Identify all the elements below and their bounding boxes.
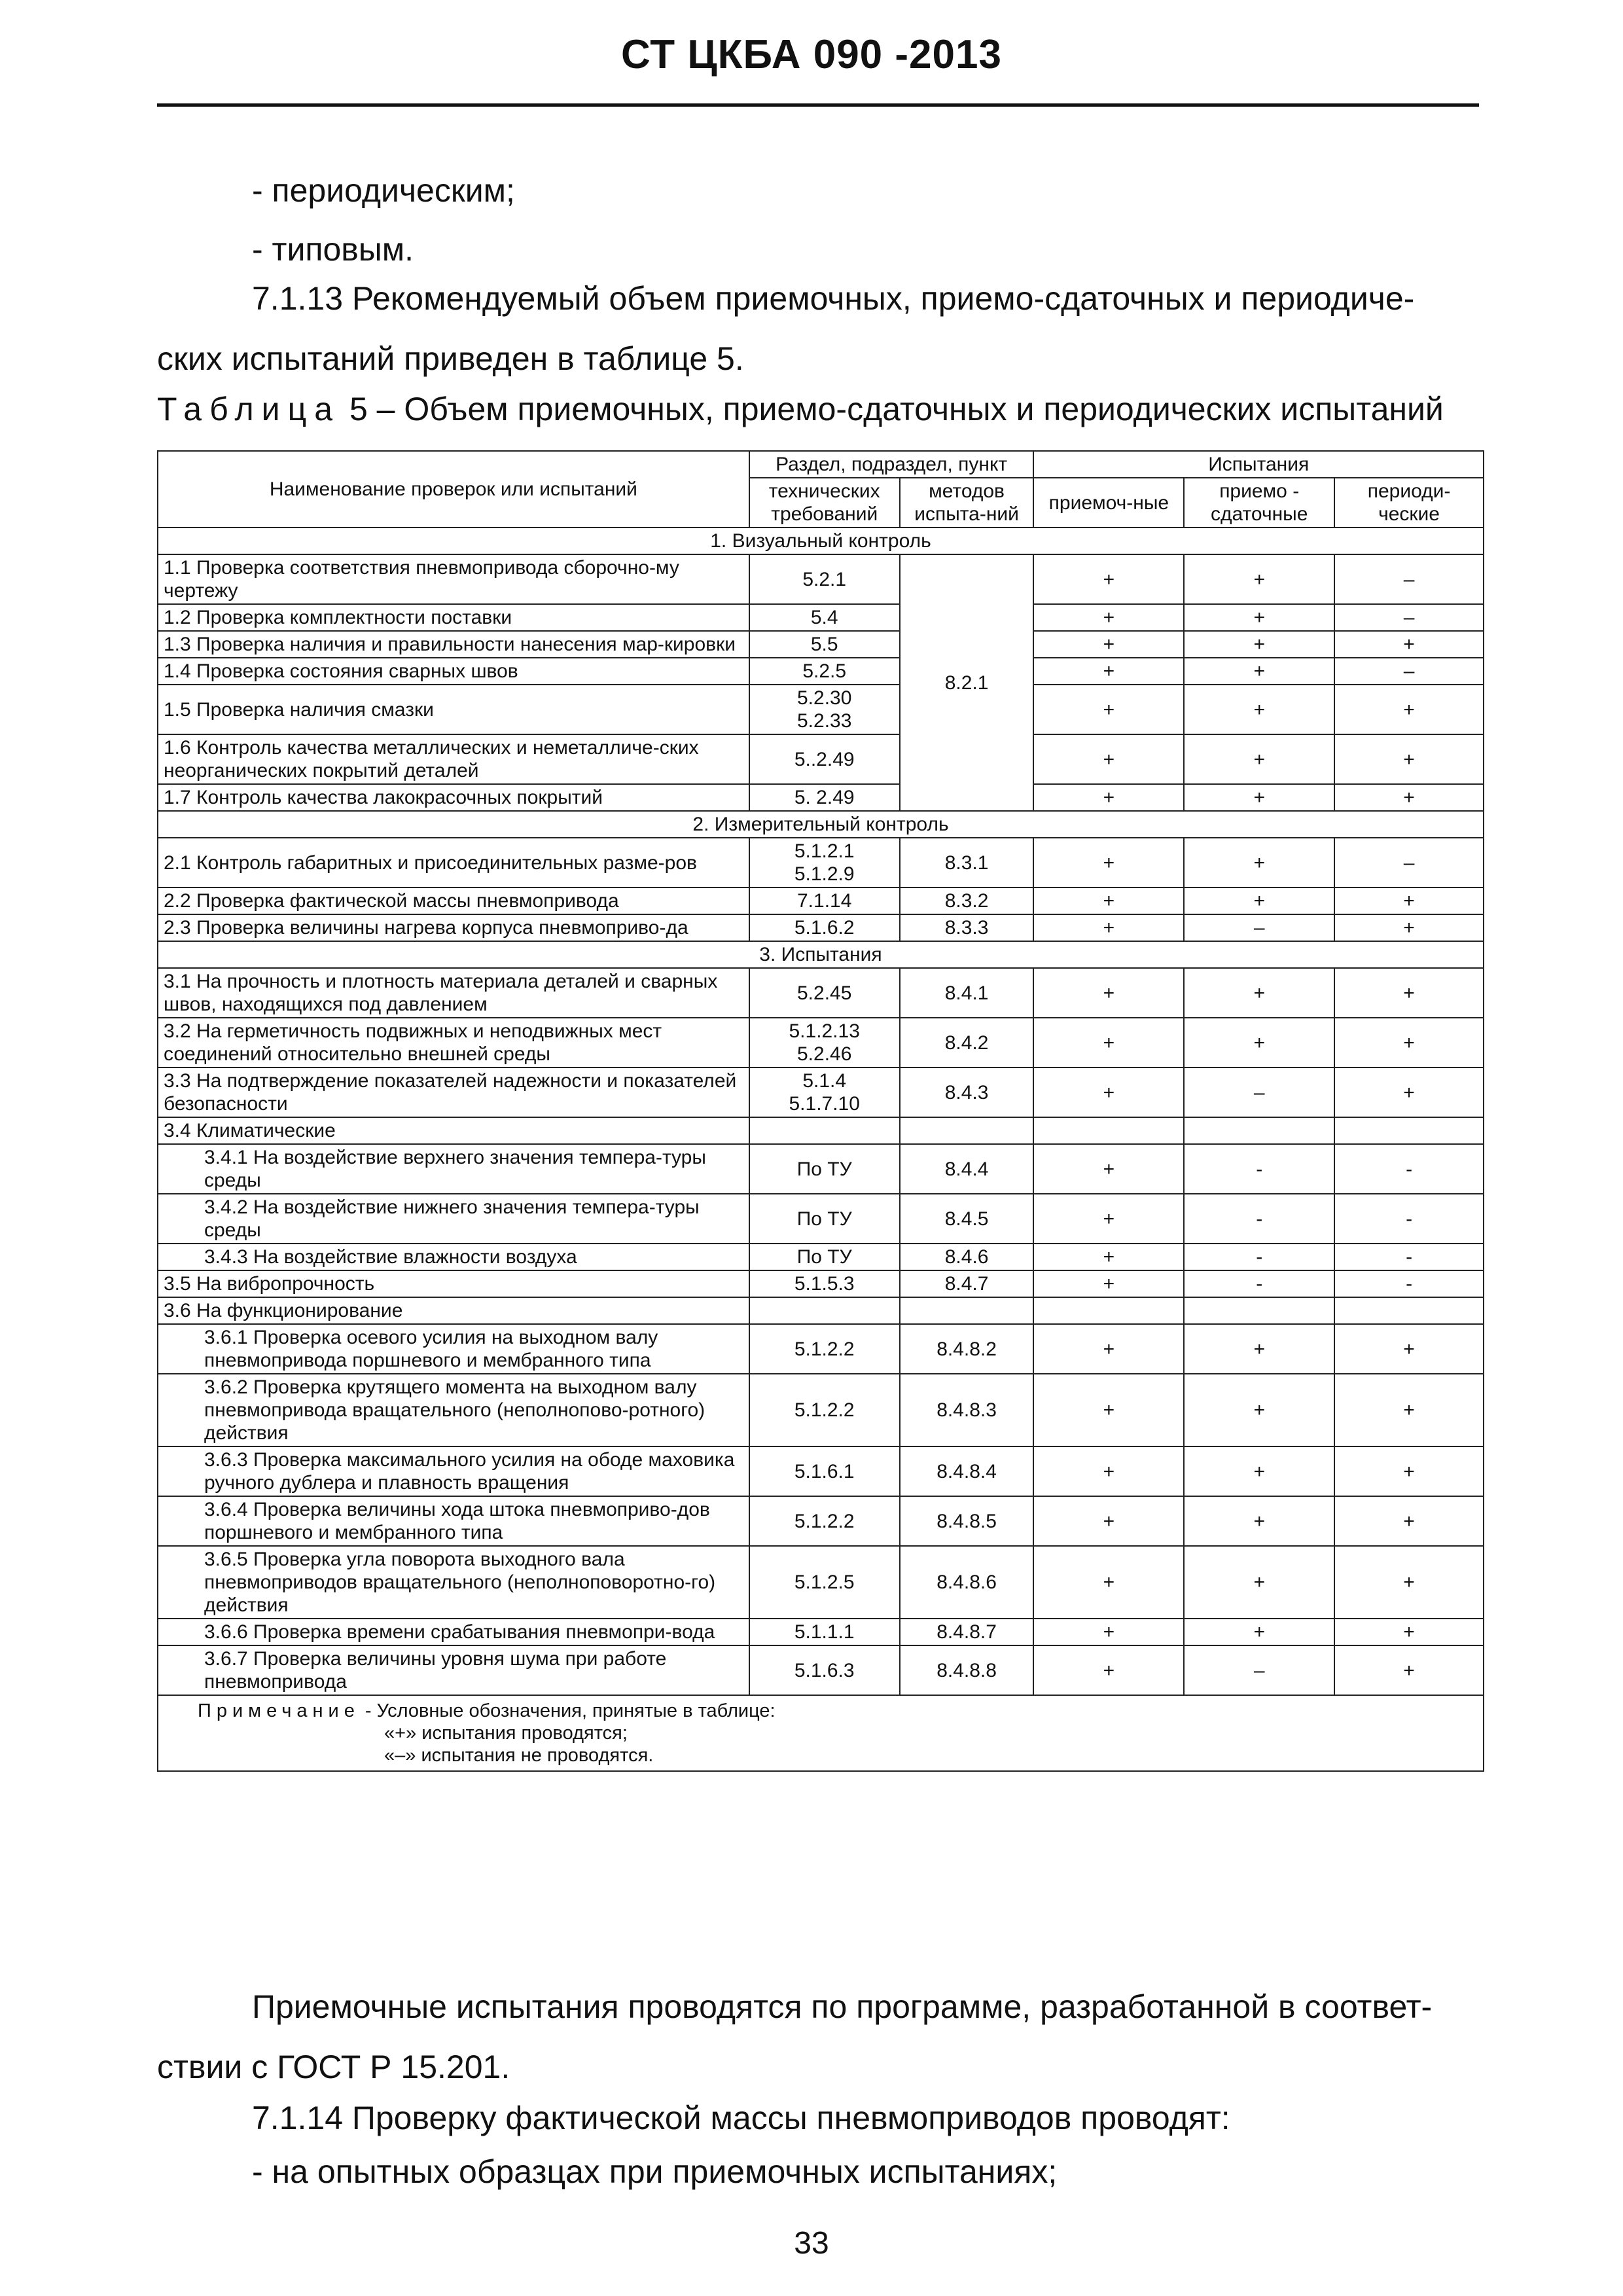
- header-divider: [157, 103, 1479, 107]
- row-tech: 5.1.2.2: [749, 1374, 900, 1446]
- row-periodic: +: [1334, 1374, 1484, 1446]
- header-periodic: периоди-ческие: [1334, 478, 1484, 528]
- row-periodic: +: [1334, 1496, 1484, 1546]
- row-tech: 5.1.6.1: [749, 1446, 900, 1496]
- row-delivery: +: [1184, 631, 1334, 658]
- section-heading: 1. Визуальный контроль: [158, 528, 1484, 554]
- row-tech: По ТУ: [749, 1244, 900, 1270]
- row-method: 8.4.8.8: [900, 1645, 1034, 1695]
- row-name: 2.1 Контроль габаритных и присоединительных разме-ров: [158, 838, 749, 888]
- row-name: 3.4.2 На воздействие нижнего значения темпера-туры среды: [158, 1194, 749, 1244]
- table-caption: [157, 383, 1444, 435]
- row-acceptance: +: [1033, 658, 1184, 685]
- row-delivery: +: [1184, 554, 1334, 604]
- row-periodic: –: [1334, 838, 1484, 888]
- row-name: 3.4.3 На воздействие влажности воздуха: [158, 1244, 749, 1270]
- row-delivery: +: [1184, 1018, 1334, 1067]
- row-tech: [749, 1117, 900, 1144]
- row-delivery: +: [1184, 734, 1334, 784]
- paragraph-line: ских испытаний приведен в таблице 5.: [157, 340, 744, 377]
- row-delivery: +: [1184, 1324, 1334, 1374]
- row-delivery: +: [1184, 658, 1334, 685]
- row-method: 8.4.6: [900, 1244, 1034, 1270]
- table-row: [158, 1194, 1484, 1244]
- row-periodic: +: [1334, 1324, 1484, 1374]
- row-periodic: +: [1334, 1446, 1484, 1496]
- row-acceptance: +: [1033, 888, 1184, 914]
- row-acceptance: +: [1033, 631, 1184, 658]
- row-delivery: +: [1184, 1374, 1334, 1446]
- table-row: [158, 1117, 1484, 1144]
- row-method: 8.4.4: [900, 1144, 1034, 1194]
- table-row: [158, 1144, 1484, 1194]
- row-periodic: +: [1334, 1645, 1484, 1695]
- row-name: 1.7 Контроль качества лакокрасочных покрытий: [158, 784, 749, 811]
- table-row: [158, 784, 1484, 811]
- row-periodic: +: [1334, 914, 1484, 941]
- row-tech: По ТУ: [749, 1144, 900, 1194]
- row-name: 3.4 Климатические: [158, 1117, 749, 1144]
- row-acceptance: +: [1033, 1446, 1184, 1496]
- row-delivery: -: [1184, 1194, 1334, 1244]
- note-text: - Условные обозначения, принятые в таблице:: [359, 1700, 776, 1721]
- row-name: 3.4.1 На воздействие верхнего значения темпера-туры среды: [158, 1144, 749, 1194]
- row-delivery: +: [1184, 1619, 1334, 1645]
- row-periodic: +: [1334, 1546, 1484, 1619]
- row-acceptance: +: [1033, 1270, 1184, 1297]
- row-periodic: +: [1334, 888, 1484, 914]
- row-tech: 5.1.6.3: [749, 1645, 900, 1695]
- row-tech: 5.5: [749, 631, 900, 658]
- row-tech: 5.1.1.1: [749, 1619, 900, 1645]
- row-periodic: -: [1334, 1244, 1484, 1270]
- row-acceptance: +: [1033, 968, 1184, 1018]
- table-row: [158, 631, 1484, 658]
- row-tech: 5.1.2.2: [749, 1324, 900, 1374]
- row-method: 8.4.7: [900, 1270, 1034, 1297]
- row-name: 3.2 На герметичность подвижных и неподвижных мест соединений относительно внешней среды: [158, 1018, 749, 1067]
- note-line: «+» испытания проводятся;: [384, 1723, 628, 1744]
- row-method: 8.4.8.5: [900, 1496, 1034, 1546]
- row-periodic: +: [1334, 968, 1484, 1018]
- row-name: 2.3 Проверка величины нагрева корпуса пневмоприво-да: [158, 914, 749, 941]
- row-tech: 5.1.5.3: [749, 1270, 900, 1297]
- row-tech: 5.4: [749, 604, 900, 631]
- row-acceptance: +: [1033, 685, 1184, 734]
- row-periodic: +: [1334, 685, 1484, 734]
- row-method: [900, 1117, 1034, 1144]
- table-row: [158, 1446, 1484, 1496]
- header-section: Раздел, подраздел, пункт: [749, 451, 1034, 478]
- table-note: [158, 1695, 1484, 1771]
- row-periodic: +: [1334, 631, 1484, 658]
- row-delivery: +: [1184, 1496, 1334, 1546]
- row-method: 8.3.3: [900, 914, 1034, 941]
- table-row: [158, 554, 1484, 604]
- row-name: 2.2 Проверка фактической массы пневмопривода: [158, 888, 749, 914]
- row-delivery: [1184, 1117, 1334, 1144]
- row-acceptance: [1033, 1297, 1184, 1324]
- row-delivery: –: [1184, 1067, 1334, 1117]
- row-acceptance: +: [1033, 1194, 1184, 1244]
- row-acceptance: +: [1033, 784, 1184, 811]
- row-delivery: +: [1184, 1446, 1334, 1496]
- row-acceptance: +: [1033, 914, 1184, 941]
- row-delivery: +: [1184, 604, 1334, 631]
- header-tests: Испытания: [1033, 451, 1484, 478]
- table-row: [158, 968, 1484, 1018]
- row-periodic: +: [1334, 784, 1484, 811]
- row-method: 8.4.8.7: [900, 1619, 1034, 1645]
- list-item-periodic: - периодическим;: [252, 172, 515, 209]
- row-tech: По ТУ: [749, 1194, 900, 1244]
- row-tech: 5.1.4 5.1.7.10: [749, 1067, 900, 1117]
- row-tech: [749, 1297, 900, 1324]
- paragraph-line: 7.1.13 Рекомендуемый объем приемочных, приемо-сдаточных и периодиче-: [252, 280, 1415, 317]
- row-delivery: -: [1184, 1144, 1334, 1194]
- table-row: [158, 1496, 1484, 1546]
- table-row: [158, 914, 1484, 941]
- row-tech: 5.1.6.2: [749, 914, 900, 941]
- row-delivery: -: [1184, 1270, 1334, 1297]
- header-methods: методов испыта-ний: [900, 478, 1034, 528]
- row-acceptance: +: [1033, 1067, 1184, 1117]
- table-row: [158, 1067, 1484, 1117]
- row-acceptance: +: [1033, 1144, 1184, 1194]
- row-name: 3.3 На подтверждение показателей надежности и показателей безопасности: [158, 1067, 749, 1117]
- row-periodic: -: [1334, 1270, 1484, 1297]
- page-number: 33: [794, 2226, 829, 2261]
- tests-table: [157, 450, 1484, 1772]
- row-tech: 5.2.5: [749, 658, 900, 685]
- table-row: [158, 1297, 1484, 1324]
- row-name: 1.5 Проверка наличия смазки: [158, 685, 749, 734]
- row-periodic: –: [1334, 604, 1484, 631]
- row-delivery: –: [1184, 1645, 1334, 1695]
- table-row: [158, 1645, 1484, 1695]
- row-delivery: +: [1184, 838, 1334, 888]
- list-item-prototypes: - на опытных образцах при приемочных испытаниях;: [252, 2153, 1058, 2190]
- row-name: 1.1 Проверка соответствия пневмопривода сборочно-му чертежу: [158, 554, 749, 604]
- row-delivery: +: [1184, 968, 1334, 1018]
- header-acceptance: приемоч-ные: [1033, 478, 1184, 528]
- row-tech: 5.2.45: [749, 968, 900, 1018]
- row-delivery: –: [1184, 914, 1334, 941]
- row-method: 8.4.1: [900, 968, 1034, 1018]
- row-periodic: -: [1334, 1144, 1484, 1194]
- table-body-tests: [158, 968, 1484, 1695]
- table-row: [158, 1619, 1484, 1645]
- list-item-type: - типовым.: [252, 231, 414, 268]
- row-acceptance: +: [1033, 1324, 1184, 1374]
- row-acceptance: +: [1033, 1374, 1184, 1446]
- row-delivery: -: [1184, 1244, 1334, 1270]
- row-acceptance: +: [1033, 1619, 1184, 1645]
- row-method: 8.3.1: [900, 838, 1034, 888]
- row-method: 8.4.3: [900, 1067, 1034, 1117]
- header-tech: технических требований: [749, 478, 900, 528]
- row-periodic: –: [1334, 554, 1484, 604]
- table-row: [158, 1244, 1484, 1270]
- row-acceptance: +: [1033, 604, 1184, 631]
- table-row: [158, 1018, 1484, 1067]
- row-method: 8.2.1: [900, 554, 1034, 811]
- paragraph-line: Приемочные испытания проводятся по программе, разработанной в соответ-: [252, 1988, 1433, 2025]
- table-row: [158, 604, 1484, 631]
- paragraph-7-1-13: [157, 268, 1482, 389]
- row-tech: 5. 2.49: [749, 784, 900, 811]
- row-delivery: +: [1184, 685, 1334, 734]
- row-method: 8.4.2: [900, 1018, 1034, 1067]
- row-periodic: –: [1334, 658, 1484, 685]
- row-acceptance: +: [1033, 1496, 1184, 1546]
- row-tech: 5.2.1: [749, 554, 900, 604]
- row-acceptance: +: [1033, 734, 1184, 784]
- row-periodic: -: [1334, 1194, 1484, 1244]
- table-section-3: [158, 941, 1484, 968]
- table-row: [158, 888, 1484, 914]
- paragraph-line: ствии с ГОСТ Р 15.201.: [157, 2049, 510, 2085]
- row-name: 1.4 Проверка состояния сварных швов: [158, 658, 749, 685]
- row-name: 3.6.2 Проверка крутящего момента на выходном валу пневмопривода вращательного (неполнопово-ротного) действия: [158, 1374, 749, 1446]
- row-tech: 5..2.49: [749, 734, 900, 784]
- row-periodic: +: [1334, 1067, 1484, 1117]
- row-tech: 5.2.30 5.2.33: [749, 685, 900, 734]
- row-periodic: [1334, 1117, 1484, 1144]
- row-delivery: [1184, 1297, 1334, 1324]
- row-method: 8.4.8.6: [900, 1546, 1034, 1619]
- row-method: 8.4.8.3: [900, 1374, 1034, 1446]
- table-body: [158, 528, 1484, 838]
- row-delivery: +: [1184, 1546, 1334, 1619]
- header-name: Наименование проверок или испытаний: [158, 451, 749, 528]
- caption-text: 5 – Объем приемочных, приемо-сдаточных и периодических испытаний: [340, 391, 1444, 427]
- row-periodic: +: [1334, 734, 1484, 784]
- table-row: [158, 1546, 1484, 1619]
- row-name: 3.6.6 Проверка времени срабатывания пневмопри-вода: [158, 1619, 749, 1645]
- row-tech: 5.1.2.2: [749, 1496, 900, 1546]
- table-row: [158, 685, 1484, 734]
- row-tech: 5.1.2.13 5.2.46: [749, 1018, 900, 1067]
- row-method: 8.4.8.2: [900, 1324, 1034, 1374]
- paragraph-acceptance-program: [157, 1977, 1482, 2097]
- row-name: 3.6.4 Проверка величины хода штока пневмоприво-дов поршневого и мембранного типа: [158, 1496, 749, 1546]
- note-label: Примечание: [198, 1700, 360, 1721]
- row-delivery: +: [1184, 784, 1334, 811]
- note-line: [198, 1700, 1444, 1722]
- section-heading: 3. Испытания: [158, 941, 1484, 968]
- row-acceptance: +: [1033, 1018, 1184, 1067]
- row-name: 3.6.3 Проверка максимального усилия на ободе маховика ручного дублера и плавность вращения: [158, 1446, 749, 1496]
- table-row: [158, 1374, 1484, 1446]
- document-header: СТ ЦКБА 090 -2013: [621, 32, 1002, 77]
- row-tech: 5.1.2.5: [749, 1546, 900, 1619]
- table-body-measure: [158, 838, 1484, 941]
- table-row: [158, 1324, 1484, 1374]
- row-acceptance: +: [1033, 554, 1184, 604]
- caption-label: Таблица: [157, 391, 341, 427]
- row-acceptance: [1033, 1117, 1184, 1144]
- row-tech: 5.1.2.1 5.1.2.9: [749, 838, 900, 888]
- row-name: 3.6.1 Проверка осевого усилия на выходном валу пневмопривода поршневого и мембранного типа: [158, 1324, 749, 1374]
- row-name: 3.5 На вибропрочность: [158, 1270, 749, 1297]
- row-tech: 7.1.14: [749, 888, 900, 914]
- table-note-body: [158, 1695, 1484, 1771]
- row-name: 1.6 Контроль качества металлических и неметалличе-ских неорганических покрытий деталей: [158, 734, 749, 784]
- header-delivery: приемо - сдаточные: [1184, 478, 1334, 528]
- row-acceptance: +: [1033, 838, 1184, 888]
- row-name: 3.6.7 Проверка величины уровня шума при работе пневмопривода: [158, 1645, 749, 1695]
- note-line: «–» испытания не проводятся.: [384, 1745, 654, 1766]
- row-periodic: +: [1334, 1619, 1484, 1645]
- row-acceptance: +: [1033, 1546, 1184, 1619]
- row-method: 8.4.5: [900, 1194, 1034, 1244]
- row-name: 1.2 Проверка комплектности поставки: [158, 604, 749, 631]
- paragraph-7-1-14: 7.1.14 Проверку фактической массы пневмоприводов проводят:: [252, 2100, 1230, 2136]
- table-row: [158, 734, 1484, 784]
- row-name: 3.1 На прочность и плотность материала деталей и сварных швов, находящихся под давлением: [158, 968, 749, 1018]
- row-method: 8.4.8.4: [900, 1446, 1034, 1496]
- table-row: [158, 658, 1484, 685]
- table-row: [158, 1270, 1484, 1297]
- row-acceptance: +: [1033, 1244, 1184, 1270]
- row-method: [900, 1297, 1034, 1324]
- table-row: [158, 838, 1484, 888]
- row-periodic: +: [1334, 1018, 1484, 1067]
- row-delivery: +: [1184, 888, 1334, 914]
- row-name: 3.6 На функционирование: [158, 1297, 749, 1324]
- row-method: 8.3.2: [900, 888, 1034, 914]
- section-heading: 2. Измерительный контроль: [158, 811, 1484, 838]
- row-name: 1.3 Проверка наличия и правильности нанесения мар-кировки: [158, 631, 749, 658]
- row-acceptance: +: [1033, 1645, 1184, 1695]
- row-periodic: [1334, 1297, 1484, 1324]
- row-name: 3.6.5 Проверка угла поворота выходного вала пневмоприводов вращательного (неполноповоротно-го) действия: [158, 1546, 749, 1619]
